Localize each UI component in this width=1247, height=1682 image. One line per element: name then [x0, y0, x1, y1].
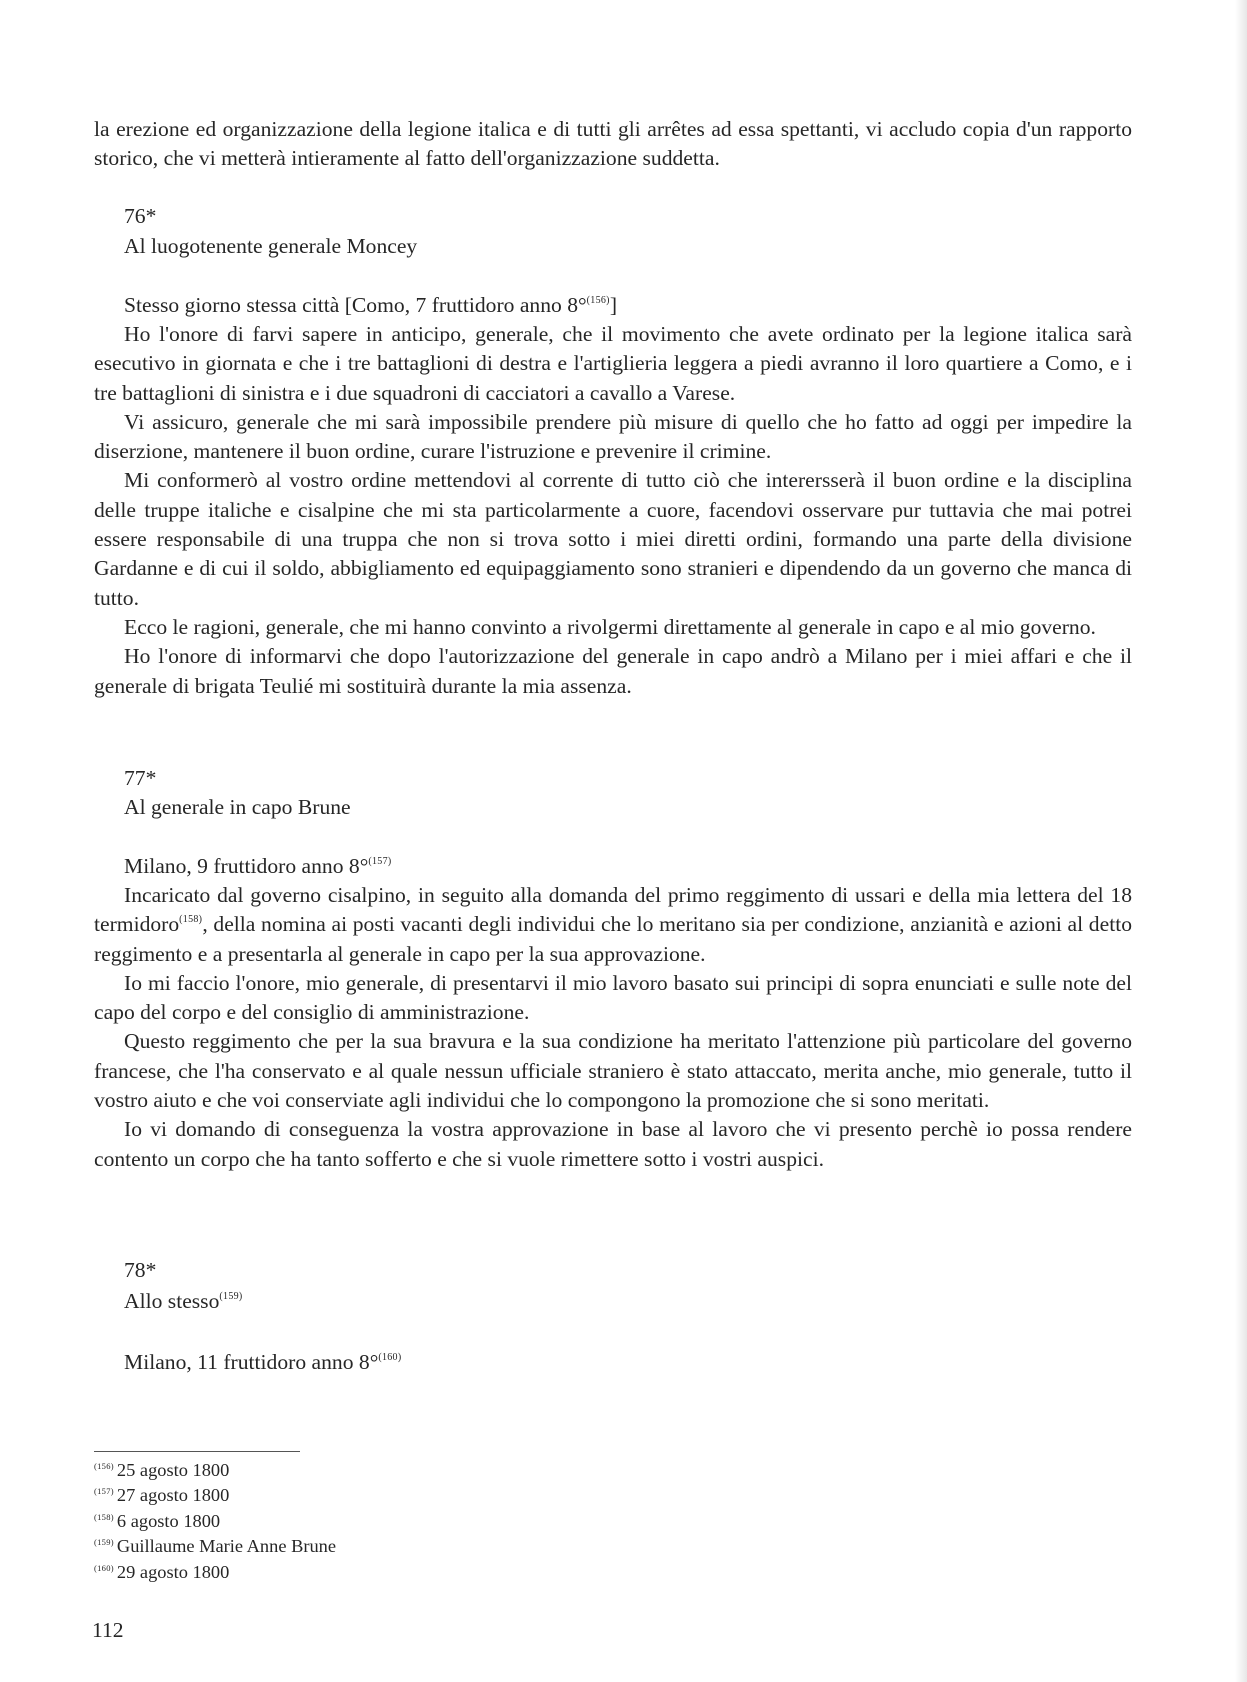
intro-paragraph-block: [94, 115, 1132, 174]
letter-76-recipient: Al luogotenente generale Moncey: [124, 234, 418, 258]
letter-76-paragraph: Vi assicuro, generale che mi sarà impossibile prendere più misure di quello che ho fatto ad oggi per impedire la diserzione, mantenere il buon ordine, curare l'istruzione e prevenire il crimine.: [94, 409, 1132, 464]
letter-76-body: [94, 320, 1132, 701]
footnote-156: [94, 1458, 336, 1483]
footnote-158: [94, 1509, 336, 1534]
letter-77-recipient: Al generale in capo Brune: [124, 795, 351, 819]
letter-77-paragraph: Questo reggimento che per la sua bravura e la sua condizione ha meritato l'attenzione più particolare del governo francese, che l'ha conservato e al quale nessun ufficiale straniero è stato attaccato, merita anche, mio generale, tutto il vostro aiuto e che voi conserviate agli individui che lo compongono la promozione che si sono meritati.: [94, 1029, 1132, 1113]
letter-76-paragraph: Mi conformerò al vostro ordine mettendovi al corrente di tutto ciò che interersserà il buon ordine e la disciplina delle truppe italiche e cisalpine che mi sta particolarmente a cuore, facendovi osservare pur tuttavia che mai potrei essere responsabile di una truppa che non si trova sotto i miei diretti ordini, formando una parte della divisione Gardanne e di cui il soldo, abbigliamento ed equipaggiamento sono stranieri e dipendendo da un governo che manca di tutto.: [94, 468, 1132, 610]
letter-77-paragraph: Io vi domando di conseguenza la vostra approvazione in base al lavoro che vi presento perchè io possa rendere contento un corpo che ha tanto sofferto e che si vuole rimettere sotto i vostri auspici.: [94, 1117, 1132, 1171]
letter-77-paragraph: [94, 881, 1132, 969]
letter-77-p1-text-a: Incaricato dal governo cisalpino, in seguito alla domanda del primo reggimento di ussari e della mia lettera del 18 termidoro: [94, 883, 1132, 937]
letter-78-dateline: [124, 1348, 402, 1377]
footnote-160: [94, 1560, 336, 1585]
letter-76-paragraph: Ho l'onore di farvi sapere in anticipo, generale, che il movimento che avete ordinato per la legione italica sarà esecutivo in giornata e che i tre battaglioni di destra e l'artiglieria leggera a piedi avranno il loro quartiere a Como, e i tre battaglioni di sinistra e i due squadroni di cacciatori a cavallo a Varese.: [94, 322, 1132, 405]
letter-76-dateline-text: Stesso giorno stessa città [Como, 7 fruttidoro anno 8°: [124, 293, 587, 317]
footnote-marker: (156): [94, 1461, 114, 1471]
letter-78-dateline-text: Milano, 11 fruttidoro anno 8°: [124, 1350, 379, 1374]
page-number: 112: [92, 1618, 124, 1642]
footnote-marker: (159): [94, 1537, 114, 1548]
footnote-159: [94, 1534, 336, 1559]
letter-78-number: 78*: [124, 1258, 157, 1282]
footnotes: [94, 1458, 336, 1585]
footnote-ref-157: (157): [368, 856, 392, 867]
footnote-marker: (157): [94, 1486, 114, 1497]
footnote-text: 27 agosto 1800: [116, 1485, 230, 1506]
intro-paragraph: la erezione ed organizzazione della legione italica e di tutti gli arrêtes ad essa spettanti, vi accludo copia d'un rapporto storico, che vi metterà intieramente al fatto dell'organizzazione suddetta.: [94, 117, 1132, 171]
footnote-ref-158: (158): [179, 914, 203, 926]
letter-77-paragraph: Io mi faccio l'onore, mio generale, di presentarvi il mio lavoro basato sui principi di sopra enunciati e sulle note del capo del corpo e del consiglio di amministrazione.: [94, 970, 1132, 1025]
letter-77-dateline: [124, 852, 392, 881]
letter-77-number: 77*: [124, 766, 157, 790]
letter-76-dateline: [124, 291, 617, 320]
letter-78-recipient-text: Allo stesso: [124, 1289, 220, 1313]
footnote-text: Guillaume Marie Anne Brune: [116, 1536, 337, 1557]
footnote-divider: [94, 1451, 300, 1452]
footnote-marker: (158): [94, 1511, 114, 1522]
footnote-157: [94, 1483, 336, 1508]
letter-78-recipient: [124, 1287, 243, 1316]
footnote-text: 29 agosto 1800: [116, 1561, 230, 1582]
footnote-text: 25 agosto 1800: [116, 1460, 230, 1480]
page-edge-shadow: [1235, 0, 1247, 1682]
letter-77-p1-text-b: , della nomina ai posti vacanti degli individui che lo meritano sia per condizione, anzianità e azioni al detto reggimento e a presentarla al generale in capo per la sua approvazione.: [94, 912, 1132, 966]
letter-76-dateline-close: ]: [609, 293, 618, 317]
letter-76-paragraph: Ecco le ragioni, generale, che mi hanno convinto a rivolgermi direttamente al generale in capo e al mio governo.: [124, 614, 1096, 639]
footnote-text: 6 agosto 1800: [116, 1510, 221, 1531]
footnote-ref-156: (156): [586, 295, 610, 306]
footnote-marker: (160): [94, 1562, 114, 1573]
letter-77-dateline-text: Milano, 9 fruttidoro anno 8°: [124, 854, 369, 878]
footnote-ref-160: (160): [378, 1352, 402, 1363]
letter-76-paragraph: Ho l'onore di informarvi che dopo l'autorizzazione del generale in capo andrò a Milano per i miei affari e che il generale di brigata Teulié mi sostituirà durante la mia assenza.: [94, 644, 1132, 698]
letter-76-number: 76*: [124, 204, 157, 228]
footnote-ref-159: (159): [219, 1291, 243, 1302]
letter-77-body: [94, 881, 1132, 1174]
